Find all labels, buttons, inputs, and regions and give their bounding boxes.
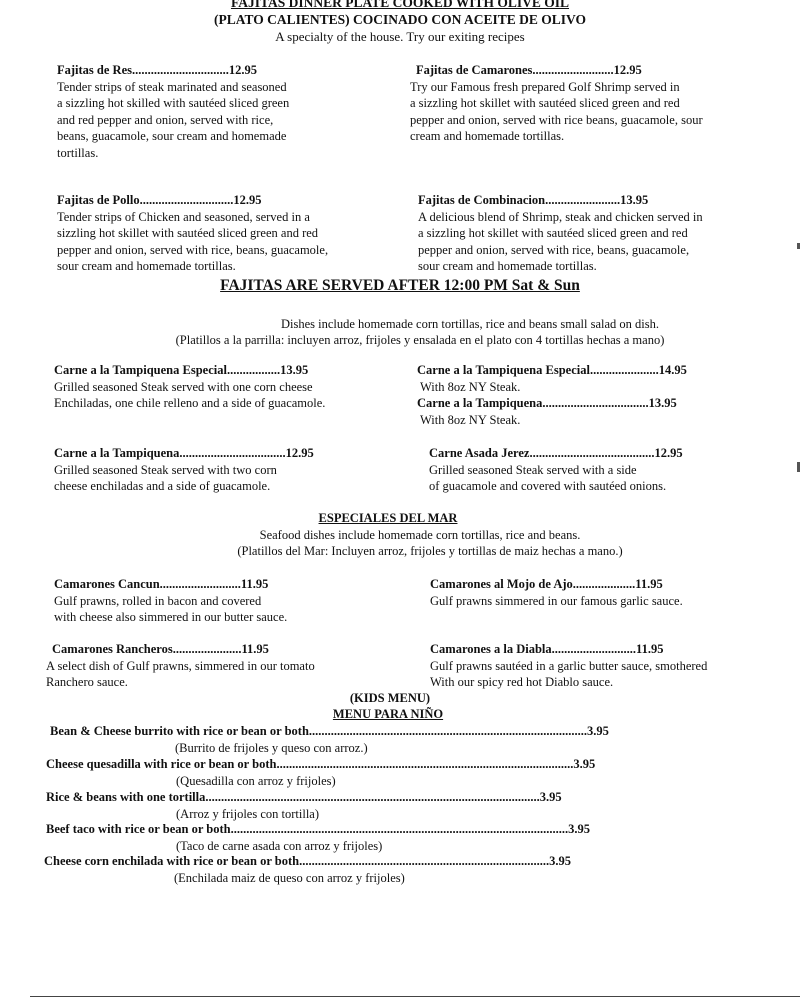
item-description: Grilled seasoned Steak served with one corn cheese Enchiladas, one chile relleno and a side of guacamole.	[54, 379, 326, 410]
item-description: (Taco de carne asada con arroz y frijoles)	[176, 838, 383, 853]
kids-item-cheese-enchilada	[44, 853, 734, 886]
item-description: (Arroz y frijoles con tortilla)	[176, 806, 320, 821]
menu-item-camarones-diabla	[430, 641, 790, 691]
carne-intro-spanish: (Platillos a la parrilla: incluyen arroz, frijoles y ensalada en el plato con 4 tortillas hechas a mano)	[175, 333, 665, 347]
kids-item-beef-taco	[46, 821, 736, 854]
menu-item-camarones-rancheros	[46, 641, 396, 691]
item-description: Grilled seasoned Steak served with a side of guacamole and covered with sautéed onions.	[429, 462, 667, 493]
item-description: Gulf prawns sautéed in a garlic butter sauce, smothered With our spicy red hot Diablo sauce.	[430, 658, 708, 689]
item-description: A select dish of Gulf prawns, simmered in our tomato Ranchero sauce.	[46, 658, 315, 689]
item-title: Fajitas de Pollo..............................12.95	[57, 193, 262, 207]
item-description: Grilled seasoned Steak served with two corn cheese enchiladas and a side of guacamole.	[54, 462, 277, 493]
item-description: (Enchilada maiz de queso con arroz y frijoles)	[174, 870, 405, 885]
item-title: Fajitas de Res...............................12.95	[57, 63, 257, 77]
page-title: FAJITAS DINNER PLATE COOKED WITH OLIVE OIL	[230, 0, 570, 10]
item-description: Tender strips of Chicken and seasoned, served in a sizzling hot skillet with sautéed sliced green and red pepper and onion, served with rice, beans, guacamole, sour cream and homemade tortillas.	[57, 209, 329, 273]
item-description: Try our Famous fresh prepared Golf Shrimp served in a sizzling hot skillet with sautéed sliced green and red pepper and onion, served with rice beans, guacamole, sour cream and homemade tortillas.	[410, 79, 703, 143]
item-title: Camarones Rancheros......................11.95	[52, 642, 269, 656]
item-title: Carne Asada Jerez........................................12.95	[429, 446, 683, 460]
item-description: With 8oz NY Steak.	[420, 379, 521, 394]
menu-item-camarones-mojo-ajo	[430, 576, 780, 609]
fajitas-schedule-notice: FAJITAS ARE SERVED AFTER 12:00 PM Sat & Sun	[220, 277, 580, 294]
item-title: Carne a la Tampiquena Especial......................14.95	[417, 363, 687, 377]
menu-item-camarones-cancun	[54, 576, 394, 626]
item-title: Carne a la Tampiquena..................................12.95	[54, 446, 314, 460]
menu-item-fajitas-pollo	[57, 192, 387, 275]
item-title: Fajitas de Combinacion........................13.95	[418, 193, 649, 207]
item-title: Carne a la Tampiquena Especial.................13.95	[54, 363, 309, 377]
menu-item-tampiquena	[54, 445, 394, 495]
kids-heading: (KIDS MENU)	[349, 691, 431, 705]
item-title: Carne a la Tampiquena..................................13.95	[417, 396, 677, 410]
item-title: Bean & Cheese burrito with rice or bean or both.........................................................................................3.95	[50, 724, 609, 738]
menu-item-tampiquena-especial	[54, 362, 394, 412]
page-subtitle: (PLATO CALIENTES) COCINADO CON ACEITE DE OLIVO	[213, 12, 587, 27]
kids-item-cheese-quesadilla	[46, 756, 736, 789]
item-title: Beef taco with rice or bean or both............................................................................................................3.95	[46, 822, 590, 836]
mar-heading: ESPECIALES DEL MAR	[318, 511, 458, 525]
kids-item-bean-cheese-burrito	[50, 723, 740, 756]
page-bottom-rule	[30, 996, 800, 997]
item-title: Camarones a la Diabla...........................11.95	[430, 642, 664, 656]
mar-intro: Seafood dishes include homemade corn tortillas, rice and beans.	[259, 528, 581, 542]
menu-item-tampiquena-especial-ny	[417, 362, 777, 395]
item-title: Fajitas de Camarones..........................12.95	[416, 63, 642, 77]
item-description: Gulf prawns simmered in our famous garlic sauce.	[430, 593, 683, 608]
item-title: Rice & beans with one tortilla...........................................................................................................3.95	[46, 790, 562, 804]
item-title: Cheese quesadilla with rice or bean or both...............................................................................................3.95	[46, 757, 596, 771]
item-title: Camarones al Mojo de Ajo....................11.95	[430, 577, 663, 591]
item-description: (Burrito de frijoles y queso con arroz.)	[175, 740, 368, 755]
item-description: Gulf prawns, rolled in bacon and covered with cheese also simmered in our butter sauce.	[54, 593, 288, 624]
menu-item-fajitas-camarones	[410, 62, 790, 145]
item-title: Camarones Cancun..........................11.95	[54, 577, 269, 591]
item-title: Cheese corn enchilada with rice or bean or both................................................................................3.95	[44, 854, 571, 868]
item-description: With 8oz NY Steak.	[420, 412, 521, 427]
menu-item-tampiquena-ny	[417, 395, 777, 428]
page-tagline: A specialty of the house. Try our exiting recipes	[275, 29, 525, 44]
kids-item-rice-beans	[46, 789, 736, 822]
item-description: (Quesadilla con arroz y frijoles)	[176, 773, 336, 788]
kids-heading-spanish: MENU PARA NIÑO	[332, 707, 444, 721]
menu-item-fajitas-res	[57, 62, 377, 161]
item-description: A delicious blend of Shrimp, steak and chicken served in a sizzling hot skillet with sautéed sliced green and red pepper and onion, served with rice, beans, guacamole, sour cream and homemade tortillas.	[418, 209, 703, 273]
item-description: Tender strips of steak marinated and seasoned a sizzling hot skilled with sautéed sliced green and red pepper and onion, served with rice, beans, guacamole, sour cream and homemade tortillas.	[57, 79, 290, 160]
mar-intro-spanish: (Platillos del Mar: Incluyen arroz, frijoles y tortillas de maiz hechas a mano.)	[237, 544, 623, 558]
menu-item-fajitas-combinacion	[418, 192, 788, 275]
carne-intro: Dishes include homemade corn tortillas, rice and beans small salad on dish.	[280, 317, 660, 331]
menu-item-carne-asada-jerez	[429, 445, 779, 495]
